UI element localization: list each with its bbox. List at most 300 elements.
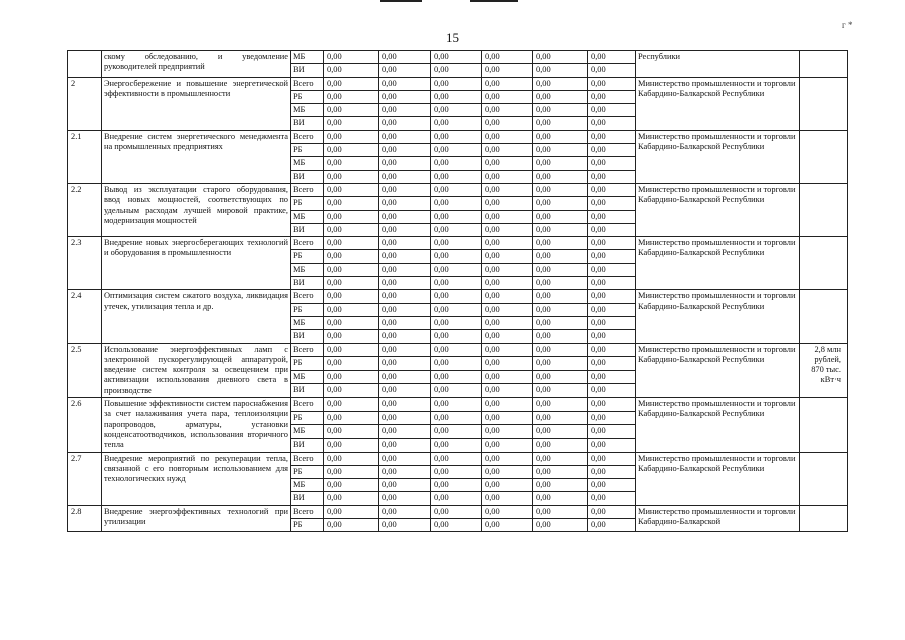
funding-value: 0,00 xyxy=(533,479,588,492)
funding-source: МБ xyxy=(291,370,324,384)
funding-value: 0,00 xyxy=(379,479,431,492)
scan-mark xyxy=(380,0,422,2)
funding-value: 0,00 xyxy=(431,303,482,316)
responsible-executor: Министерство промышленности и торговли Кабардино-Балкарской Республики xyxy=(636,343,800,397)
funding-value: 0,00 xyxy=(431,438,482,452)
funding-value: 0,00 xyxy=(379,237,431,250)
funding-value: 0,00 xyxy=(431,290,482,303)
funding-value: 0,00 xyxy=(379,183,431,196)
funding-value: 0,00 xyxy=(588,479,636,492)
funding-value: 0,00 xyxy=(324,144,379,157)
funding-value: 0,00 xyxy=(533,343,588,357)
funding-value: 0,00 xyxy=(431,518,482,531)
funding-value: 0,00 xyxy=(324,357,379,371)
table-row xyxy=(68,290,848,303)
funding-value: 0,00 xyxy=(379,90,431,103)
responsible-executor: Министерство промышленности и торговли Кабардино-Балкарской Республики xyxy=(636,130,800,183)
funding-value: 0,00 xyxy=(431,104,482,117)
expected-result xyxy=(800,237,848,290)
funding-source: ВИ xyxy=(291,330,324,343)
funding-value: 0,00 xyxy=(431,505,482,518)
funding-source: ВИ xyxy=(291,117,324,130)
funding-value: 0,00 xyxy=(533,250,588,263)
funding-value: 0,00 xyxy=(379,51,431,64)
funding-value: 0,00 xyxy=(533,144,588,157)
item-number: 2.7 xyxy=(68,452,102,505)
funding-value: 0,00 xyxy=(482,237,533,250)
funding-value: 0,00 xyxy=(431,411,482,425)
funding-value: 0,00 xyxy=(324,197,379,210)
funding-source: Всего xyxy=(291,505,324,518)
funding-value: 0,00 xyxy=(588,277,636,290)
funding-value: 0,00 xyxy=(588,183,636,196)
measure-description: Использование энергоэффективных ламп с электронной пускорегулирующей аппаратурой, введение систем контроля за освещением при активизации использования дневного света в производстве xyxy=(102,343,291,397)
funding-value: 0,00 xyxy=(533,210,588,223)
funding-source: Всего xyxy=(291,398,324,412)
funding-value: 0,00 xyxy=(533,303,588,316)
funding-value: 0,00 xyxy=(533,170,588,183)
funding-value: 0,00 xyxy=(379,263,431,276)
expected-result xyxy=(800,290,848,343)
funding-value: 0,00 xyxy=(431,223,482,236)
responsible-executor: Министерство промышленности и торговли Кабардино-Балкарской Республики xyxy=(636,77,800,130)
funding-value: 0,00 xyxy=(588,398,636,412)
funding-value: 0,00 xyxy=(379,130,431,143)
funding-value: 0,00 xyxy=(588,452,636,465)
funding-value: 0,00 xyxy=(482,343,533,357)
measures-table xyxy=(67,50,848,532)
funding-value: 0,00 xyxy=(379,144,431,157)
funding-value: 0,00 xyxy=(379,104,431,117)
funding-value: 0,00 xyxy=(431,357,482,371)
funding-value: 0,00 xyxy=(324,64,379,77)
funding-value: 0,00 xyxy=(379,425,431,439)
responsible-executor: Министерство промышленности и торговли Кабардино-Балкарской Республики xyxy=(636,398,800,452)
funding-value: 0,00 xyxy=(431,130,482,143)
funding-value: 0,00 xyxy=(379,197,431,210)
funding-value: 0,00 xyxy=(379,505,431,518)
funding-value: 0,00 xyxy=(324,104,379,117)
funding-value: 0,00 xyxy=(324,290,379,303)
funding-value: 0,00 xyxy=(379,170,431,183)
funding-value: 0,00 xyxy=(482,357,533,371)
funding-value: 0,00 xyxy=(482,157,533,170)
funding-value: 0,00 xyxy=(379,250,431,263)
funding-value: 0,00 xyxy=(379,465,431,478)
measure-description: скому обследованию, и уведомление руководителей предприятий xyxy=(102,51,291,78)
funding-value: 0,00 xyxy=(324,505,379,518)
funding-value: 0,00 xyxy=(324,303,379,316)
funding-value: 0,00 xyxy=(431,51,482,64)
funding-value: 0,00 xyxy=(431,452,482,465)
funding-value: 0,00 xyxy=(482,144,533,157)
funding-value: 0,00 xyxy=(533,117,588,130)
funding-value: 0,00 xyxy=(482,130,533,143)
funding-value: 0,00 xyxy=(588,465,636,478)
item-number: 2 xyxy=(68,77,102,130)
funding-value: 0,00 xyxy=(482,210,533,223)
funding-value: 0,00 xyxy=(324,223,379,236)
funding-value: 0,00 xyxy=(482,223,533,236)
funding-value: 0,00 xyxy=(324,411,379,425)
funding-value: 0,00 xyxy=(324,157,379,170)
funding-value: 0,00 xyxy=(533,505,588,518)
funding-value: 0,00 xyxy=(324,277,379,290)
funding-value: 0,00 xyxy=(533,465,588,478)
funding-value: 0,00 xyxy=(431,77,482,90)
corner-mark: г * xyxy=(842,20,853,30)
funding-value: 0,00 xyxy=(379,277,431,290)
table-row xyxy=(68,237,848,250)
funding-value: 0,00 xyxy=(379,117,431,130)
funding-value: 0,00 xyxy=(482,90,533,103)
funding-value: 0,00 xyxy=(588,316,636,329)
funding-value: 0,00 xyxy=(588,170,636,183)
item-number: 2.4 xyxy=(68,290,102,343)
funding-value: 0,00 xyxy=(324,130,379,143)
funding-source: ВИ xyxy=(291,223,324,236)
expected-result xyxy=(800,51,848,78)
funding-source: Всего xyxy=(291,130,324,143)
funding-source: МБ xyxy=(291,425,324,439)
measure-description: Энергосбережение и повышение энергетической эффективности в промышленности xyxy=(102,77,291,130)
expected-result: 2,8 млн рублей, 870 тыс. кВт·ч xyxy=(800,343,848,397)
funding-value: 0,00 xyxy=(324,183,379,196)
funding-value: 0,00 xyxy=(533,157,588,170)
funding-value: 0,00 xyxy=(324,330,379,343)
measure-description: Повышение эффективности систем пароснабжения за счет налаживания учета пара, теплоизоляции паропроводов, арматуры, установки конденсатоотводчиков, использования вторичного тепла xyxy=(102,398,291,452)
funding-source: МБ xyxy=(291,316,324,329)
funding-value: 0,00 xyxy=(588,250,636,263)
funding-value: 0,00 xyxy=(324,370,379,384)
funding-value: 0,00 xyxy=(379,290,431,303)
funding-source: ВИ xyxy=(291,277,324,290)
funding-value: 0,00 xyxy=(533,77,588,90)
funding-source: РБ xyxy=(291,303,324,316)
funding-value: 0,00 xyxy=(431,370,482,384)
funding-value: 0,00 xyxy=(533,90,588,103)
funding-value: 0,00 xyxy=(431,157,482,170)
scan-mark xyxy=(470,0,518,2)
funding-value: 0,00 xyxy=(324,170,379,183)
funding-source: МБ xyxy=(291,51,324,64)
funding-value: 0,00 xyxy=(379,343,431,357)
funding-value: 0,00 xyxy=(324,117,379,130)
funding-value: 0,00 xyxy=(482,438,533,452)
funding-value: 0,00 xyxy=(482,303,533,316)
item-number: 2.5 xyxy=(68,343,102,397)
funding-value: 0,00 xyxy=(324,518,379,531)
funding-value: 0,00 xyxy=(482,425,533,439)
funding-value: 0,00 xyxy=(482,117,533,130)
funding-value: 0,00 xyxy=(588,438,636,452)
funding-value: 0,00 xyxy=(379,438,431,452)
funding-value: 0,00 xyxy=(379,452,431,465)
funding-source: РБ xyxy=(291,411,324,425)
funding-value: 0,00 xyxy=(482,197,533,210)
funding-value: 0,00 xyxy=(482,170,533,183)
funding-value: 0,00 xyxy=(533,518,588,531)
funding-source: МБ xyxy=(291,479,324,492)
funding-source: РБ xyxy=(291,465,324,478)
funding-value: 0,00 xyxy=(431,117,482,130)
item-number: 2.1 xyxy=(68,130,102,183)
funding-value: 0,00 xyxy=(431,64,482,77)
funding-value: 0,00 xyxy=(431,398,482,412)
funding-value: 0,00 xyxy=(482,452,533,465)
funding-value: 0,00 xyxy=(588,237,636,250)
funding-value: 0,00 xyxy=(324,479,379,492)
funding-value: 0,00 xyxy=(533,290,588,303)
funding-value: 0,00 xyxy=(324,492,379,505)
funding-value: 0,00 xyxy=(431,384,482,398)
funding-value: 0,00 xyxy=(379,398,431,412)
funding-value: 0,00 xyxy=(588,492,636,505)
funding-value: 0,00 xyxy=(482,263,533,276)
funding-value: 0,00 xyxy=(324,425,379,439)
responsible-executor: Республики xyxy=(636,51,800,78)
funding-value: 0,00 xyxy=(482,492,533,505)
funding-value: 0,00 xyxy=(431,330,482,343)
funding-value: 0,00 xyxy=(588,77,636,90)
funding-value: 0,00 xyxy=(533,263,588,276)
funding-value: 0,00 xyxy=(324,77,379,90)
funding-source: ВИ xyxy=(291,492,324,505)
funding-value: 0,00 xyxy=(431,90,482,103)
funding-value: 0,00 xyxy=(533,237,588,250)
funding-value: 0,00 xyxy=(431,250,482,263)
expected-result xyxy=(800,183,848,236)
funding-value: 0,00 xyxy=(324,316,379,329)
funding-value: 0,00 xyxy=(482,290,533,303)
funding-value: 0,00 xyxy=(431,210,482,223)
funding-value: 0,00 xyxy=(482,277,533,290)
expected-result xyxy=(800,505,848,532)
funding-source: ВИ xyxy=(291,384,324,398)
funding-value: 0,00 xyxy=(324,452,379,465)
table-row xyxy=(68,505,848,518)
funding-value: 0,00 xyxy=(588,384,636,398)
page-number: 15 xyxy=(446,30,459,45)
funding-value: 0,00 xyxy=(379,411,431,425)
funding-value: 0,00 xyxy=(431,263,482,276)
funding-value: 0,00 xyxy=(324,384,379,398)
expected-result xyxy=(800,77,848,130)
responsible-executor: Министерство промышленности и торговли Кабардино-Балкарской xyxy=(636,505,800,532)
funding-value: 0,00 xyxy=(588,223,636,236)
table-body xyxy=(68,51,848,532)
funding-value: 0,00 xyxy=(533,330,588,343)
expected-result xyxy=(800,130,848,183)
item-number: 2.8 xyxy=(68,505,102,532)
funding-value: 0,00 xyxy=(533,51,588,64)
funding-source: РБ xyxy=(291,250,324,263)
funding-value: 0,00 xyxy=(588,330,636,343)
funding-source: МБ xyxy=(291,104,324,117)
funding-value: 0,00 xyxy=(379,518,431,531)
funding-value: 0,00 xyxy=(324,51,379,64)
funding-value: 0,00 xyxy=(588,210,636,223)
funding-value: 0,00 xyxy=(324,343,379,357)
funding-value: 0,00 xyxy=(588,90,636,103)
table-row xyxy=(68,183,848,196)
funding-source: ВИ xyxy=(291,438,324,452)
funding-value: 0,00 xyxy=(324,398,379,412)
funding-value: 0,00 xyxy=(533,411,588,425)
funding-value: 0,00 xyxy=(533,425,588,439)
funding-value: 0,00 xyxy=(379,210,431,223)
funding-value: 0,00 xyxy=(324,465,379,478)
funding-value: 0,00 xyxy=(379,384,431,398)
funding-value: 0,00 xyxy=(588,505,636,518)
funding-source: РБ xyxy=(291,197,324,210)
table-row xyxy=(68,51,848,64)
funding-value: 0,00 xyxy=(533,492,588,505)
funding-value: 0,00 xyxy=(588,104,636,117)
funding-value: 0,00 xyxy=(431,183,482,196)
funding-value: 0,00 xyxy=(431,465,482,478)
responsible-executor: Министерство промышленности и торговли Кабардино-Балкарской Республики xyxy=(636,290,800,343)
funding-source: МБ xyxy=(291,157,324,170)
funding-value: 0,00 xyxy=(379,157,431,170)
funding-value: 0,00 xyxy=(482,465,533,478)
funding-source: РБ xyxy=(291,90,324,103)
funding-source: МБ xyxy=(291,210,324,223)
funding-source: Всего xyxy=(291,77,324,90)
item-number: 2.2 xyxy=(68,183,102,236)
funding-value: 0,00 xyxy=(533,104,588,117)
funding-value: 0,00 xyxy=(482,505,533,518)
funding-value: 0,00 xyxy=(533,384,588,398)
funding-value: 0,00 xyxy=(431,316,482,329)
item-number: 2.6 xyxy=(68,398,102,452)
funding-value: 0,00 xyxy=(379,492,431,505)
funding-value: 0,00 xyxy=(588,51,636,64)
funding-value: 0,00 xyxy=(482,316,533,329)
funding-value: 0,00 xyxy=(482,51,533,64)
responsible-executor: Министерство промышленности и торговли Кабардино-Балкарской Республики xyxy=(636,452,800,505)
funding-value: 0,00 xyxy=(379,223,431,236)
funding-source: МБ xyxy=(291,263,324,276)
funding-value: 0,00 xyxy=(482,518,533,531)
funding-value: 0,00 xyxy=(588,290,636,303)
funding-source: Всего xyxy=(291,183,324,196)
funding-value: 0,00 xyxy=(533,130,588,143)
funding-value: 0,00 xyxy=(431,492,482,505)
funding-value: 0,00 xyxy=(533,197,588,210)
funding-value: 0,00 xyxy=(588,303,636,316)
funding-value: 0,00 xyxy=(533,183,588,196)
table-row xyxy=(68,130,848,143)
funding-value: 0,00 xyxy=(533,316,588,329)
funding-value: 0,00 xyxy=(588,411,636,425)
funding-source: Всего xyxy=(291,237,324,250)
funding-value: 0,00 xyxy=(588,357,636,371)
funding-value: 0,00 xyxy=(482,398,533,412)
funding-source: РБ xyxy=(291,357,324,371)
funding-value: 0,00 xyxy=(482,183,533,196)
table-row xyxy=(68,77,848,90)
funding-value: 0,00 xyxy=(324,237,379,250)
funding-value: 0,00 xyxy=(379,330,431,343)
funding-value: 0,00 xyxy=(431,144,482,157)
funding-value: 0,00 xyxy=(588,263,636,276)
funding-value: 0,00 xyxy=(482,64,533,77)
funding-value: 0,00 xyxy=(588,144,636,157)
funding-value: 0,00 xyxy=(588,117,636,130)
measure-description: Оптимизация систем сжатого воздуха, ликвидация утечек, утилизация тепла и др. xyxy=(102,290,291,343)
funding-value: 0,00 xyxy=(431,479,482,492)
funding-value: 0,00 xyxy=(533,452,588,465)
funding-value: 0,00 xyxy=(379,64,431,77)
funding-value: 0,00 xyxy=(324,90,379,103)
funding-source: ВИ xyxy=(291,170,324,183)
funding-value: 0,00 xyxy=(533,438,588,452)
measure-description: Внедрение мероприятий по рекуперации тепла, связанной с его повторным использованием для технологических нужд xyxy=(102,452,291,505)
funding-value: 0,00 xyxy=(533,277,588,290)
funding-value: 0,00 xyxy=(482,330,533,343)
table-row xyxy=(68,452,848,465)
funding-value: 0,00 xyxy=(482,479,533,492)
funding-value: 0,00 xyxy=(482,104,533,117)
funding-value: 0,00 xyxy=(588,518,636,531)
funding-value: 0,00 xyxy=(482,250,533,263)
expected-result xyxy=(800,452,848,505)
measure-description: Внедрение новых энергосберегающих технологий и оборудования в промышленности xyxy=(102,237,291,290)
measure-description: Внедрение систем энергетического менеджмента на промышленных предприятиях xyxy=(102,130,291,183)
funding-value: 0,00 xyxy=(379,303,431,316)
funding-value: 0,00 xyxy=(324,210,379,223)
funding-value: 0,00 xyxy=(431,277,482,290)
funding-value: 0,00 xyxy=(533,370,588,384)
funding-value: 0,00 xyxy=(379,370,431,384)
funding-source: РБ xyxy=(291,144,324,157)
funding-value: 0,00 xyxy=(533,398,588,412)
funding-value: 0,00 xyxy=(324,250,379,263)
funding-value: 0,00 xyxy=(431,237,482,250)
funding-value: 0,00 xyxy=(379,77,431,90)
funding-value: 0,00 xyxy=(533,223,588,236)
funding-source: Всего xyxy=(291,452,324,465)
measure-description: Вывод из эксплуатации старого оборудования, ввод новых мощностей, соответствующих по удельным расходам лучшей мировой практике, модернизация мощностей xyxy=(102,183,291,236)
funding-value: 0,00 xyxy=(431,425,482,439)
table-row xyxy=(68,343,848,357)
measure-description: Внедрение энергоэффективных технологий при утилизации xyxy=(102,505,291,532)
funding-value: 0,00 xyxy=(482,411,533,425)
funding-source: Всего xyxy=(291,290,324,303)
funding-value: 0,00 xyxy=(588,425,636,439)
funding-value: 0,00 xyxy=(588,130,636,143)
funding-value: 0,00 xyxy=(324,263,379,276)
funding-source: ВИ xyxy=(291,64,324,77)
funding-value: 0,00 xyxy=(482,384,533,398)
funding-value: 0,00 xyxy=(431,197,482,210)
funding-value: 0,00 xyxy=(379,357,431,371)
funding-value: 0,00 xyxy=(533,357,588,371)
responsible-executor: Министерство промышленности и торговли Кабардино-Балкарской Республики xyxy=(636,237,800,290)
funding-value: 0,00 xyxy=(431,343,482,357)
funding-value: 0,00 xyxy=(431,170,482,183)
funding-value: 0,00 xyxy=(588,370,636,384)
funding-value: 0,00 xyxy=(482,370,533,384)
responsible-executor: Министерство промышленности и торговли Кабардино-Балкарской Республики xyxy=(636,183,800,236)
funding-value: 0,00 xyxy=(379,316,431,329)
table-row xyxy=(68,398,848,412)
funding-source: РБ xyxy=(291,518,324,531)
funding-value: 0,00 xyxy=(588,197,636,210)
funding-value: 0,00 xyxy=(588,64,636,77)
item-number xyxy=(68,51,102,78)
